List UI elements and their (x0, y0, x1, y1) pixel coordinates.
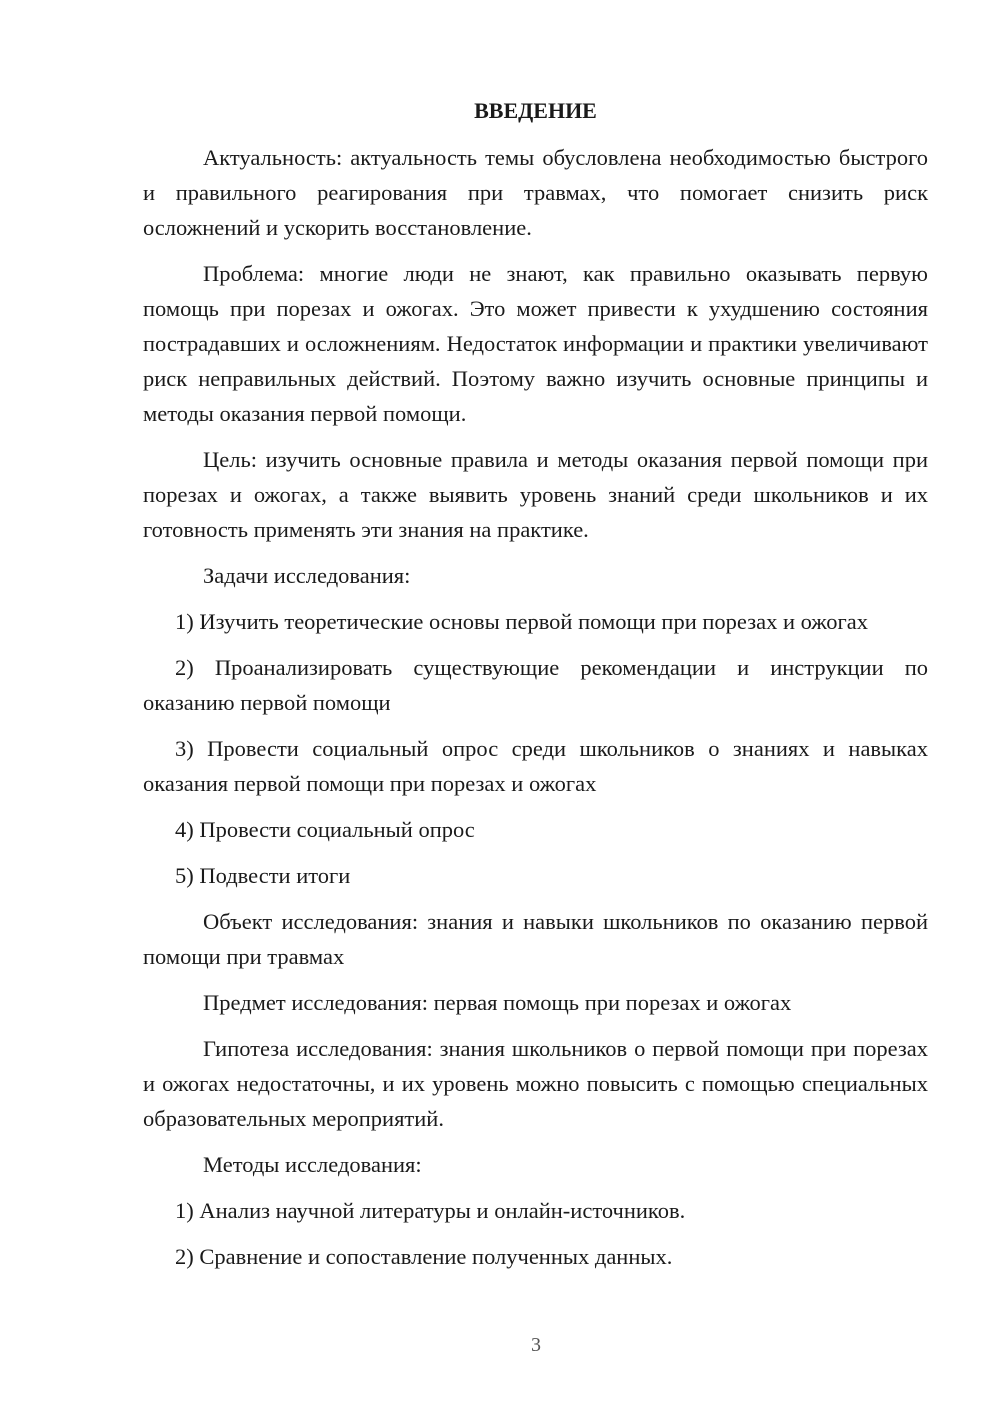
page-title: ВВЕДЕНИЕ (474, 98, 597, 123)
method-item: 1) Анализ научной литературы и онлайн-источников. (175, 1198, 686, 1223)
goal-paragraph: Цель: изучить основные правила и методы оказания первой помощи при порезах и ожогах, а также выявить уровень знаний среди школьников и их готовность применять эти знания на практике. (143, 447, 928, 542)
methods-heading: Методы исследования: (203, 1152, 422, 1177)
problem-paragraph: Проблема: многие люди не знают, как правильно оказывать первую помощь при порезах и ожогах. Это может привести к ухудшению состояния пострадавших и осложнениям. Недостаток информации и практики увеличивают риск неправильных действий. Поэтому важно изучить основные принципы и методы оказания первой помощи. (143, 261, 928, 426)
task-item: 5) Подвести итоги (175, 863, 351, 888)
task-item: 1) Изучить теоретические основы первой помощи при порезах и ожогах (175, 609, 868, 634)
task-item: 4) Провести социальный опрос (175, 817, 475, 842)
object-paragraph: Объект исследования: знания и навыки школьников по оказанию первой помощи при травмах (143, 909, 928, 969)
document-page (143, 96, 928, 1285)
tasks-heading: Задачи исследования: (203, 563, 411, 588)
hypothesis-paragraph: Гипотеза исследования: знания школьников о первой помощи при порезах и ожогах недостаточны, и их уровень можно повысить с помощью специальных образовательных мероприятий. (143, 1036, 928, 1131)
task-item: 2) Проанализировать существующие рекомендации и инструкции по оказанию первой помощи (143, 655, 928, 715)
page-number: 3 (531, 1334, 541, 1356)
method-item: 2) Сравнение и сопоставление полученных данных. (175, 1244, 673, 1269)
relevance-paragraph: Актуальность: актуальность темы обусловлена необходимостью быстрого и правильного реагирования при травмах, что помогает снизить риск осложнений и ускорить восстановление. (143, 145, 928, 240)
task-item: 3) Провести социальный опрос среди школьников о знаниях и навыках оказания первой помощи при порезах и ожогах (143, 736, 928, 796)
subject-paragraph: Предмет исследования: первая помощь при порезах и ожогах (203, 990, 792, 1015)
